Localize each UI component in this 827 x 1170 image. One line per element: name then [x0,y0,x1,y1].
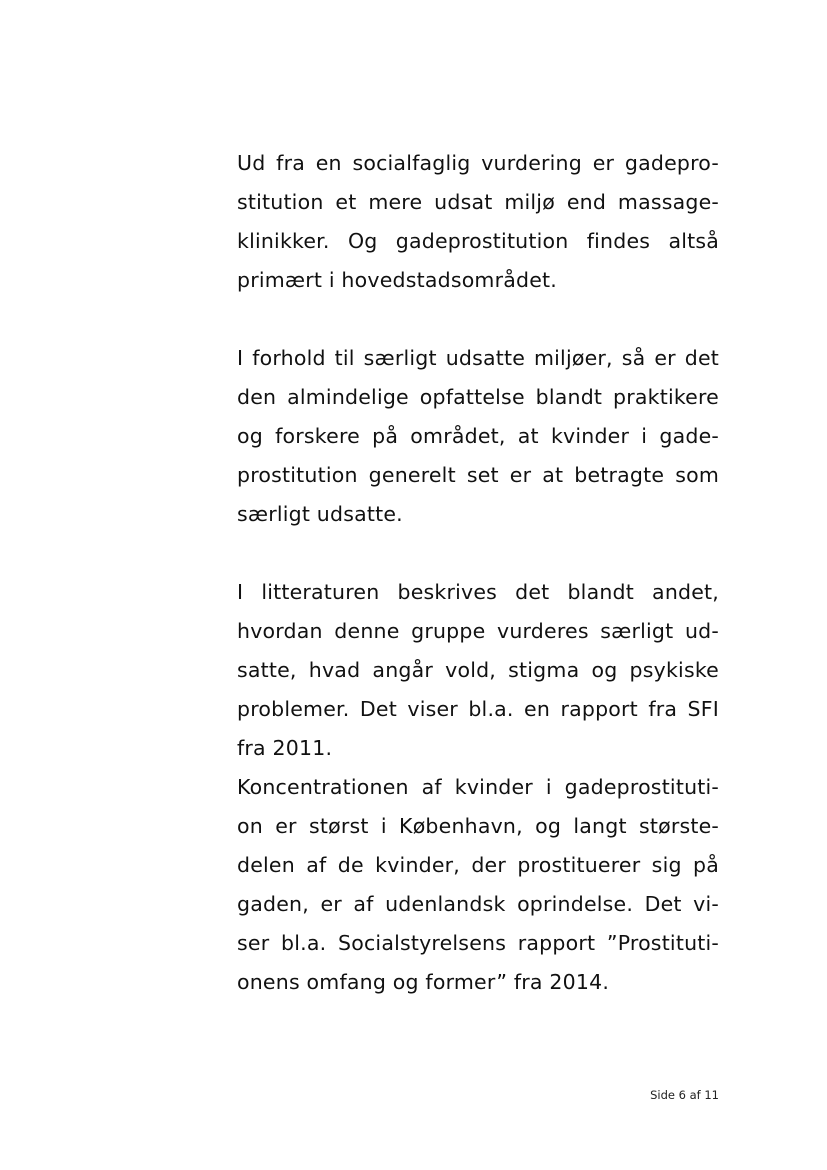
paragraph-line: delen af de kvinder, der prostituerer sig på [237,853,719,877]
paragraph-line: hvordan denne gruppe vurderes særligt ud- [237,619,719,643]
paragraph-line: og forskere på området, at kvinder i gade- [237,424,719,448]
paragraph-line: onens omfang og former” fra 2014. [237,970,610,994]
paragraph-line: Ud fra en socialfaglig vurdering er gadepro- [237,151,719,175]
paragraph-line: stitution et mere udsat miljø end massage- [237,190,719,214]
page-number: Side 6 af 11 [650,1088,719,1102]
paragraph-2 [237,339,719,534]
paragraph-line: on er størst i København, og langt største- [237,814,719,838]
paragraph-1 [237,144,719,300]
paragraph-line: prostitution generelt set er at betragte som [237,463,719,487]
paragraph-line: gaden, er af udenlandsk oprindelse. Det vi- [237,892,719,916]
paragraph-line: særligt udsatte. [237,502,403,526]
paragraph-line: fra 2011. [237,736,333,760]
paragraph-line: klinikker. Og gadeprostitution findes altså [237,229,719,253]
paragraph-line: ser bl.a. Socialstyrelsens rapport ”Prostituti- [237,931,719,955]
paragraph-line: den almindelige opfattelse blandt praktikere [237,385,719,409]
paragraph-line: problemer. Det viser bl.a. en rapport fra SFI [237,697,719,721]
paragraph-line: I forhold til særligt udsatte miljøer, så er det [237,346,719,370]
paragraph-line: satte, hvad angår vold, stigma og psykiske [237,658,719,682]
paragraph-line: I litteraturen beskrives det blandt andet, [237,580,719,604]
paragraph-line: primært i hovedstadsområdet. [237,268,557,292]
paragraph-line: Koncentrationen af kvinder i gadeprostituti- [237,775,719,799]
paragraph-3 [237,573,719,1002]
